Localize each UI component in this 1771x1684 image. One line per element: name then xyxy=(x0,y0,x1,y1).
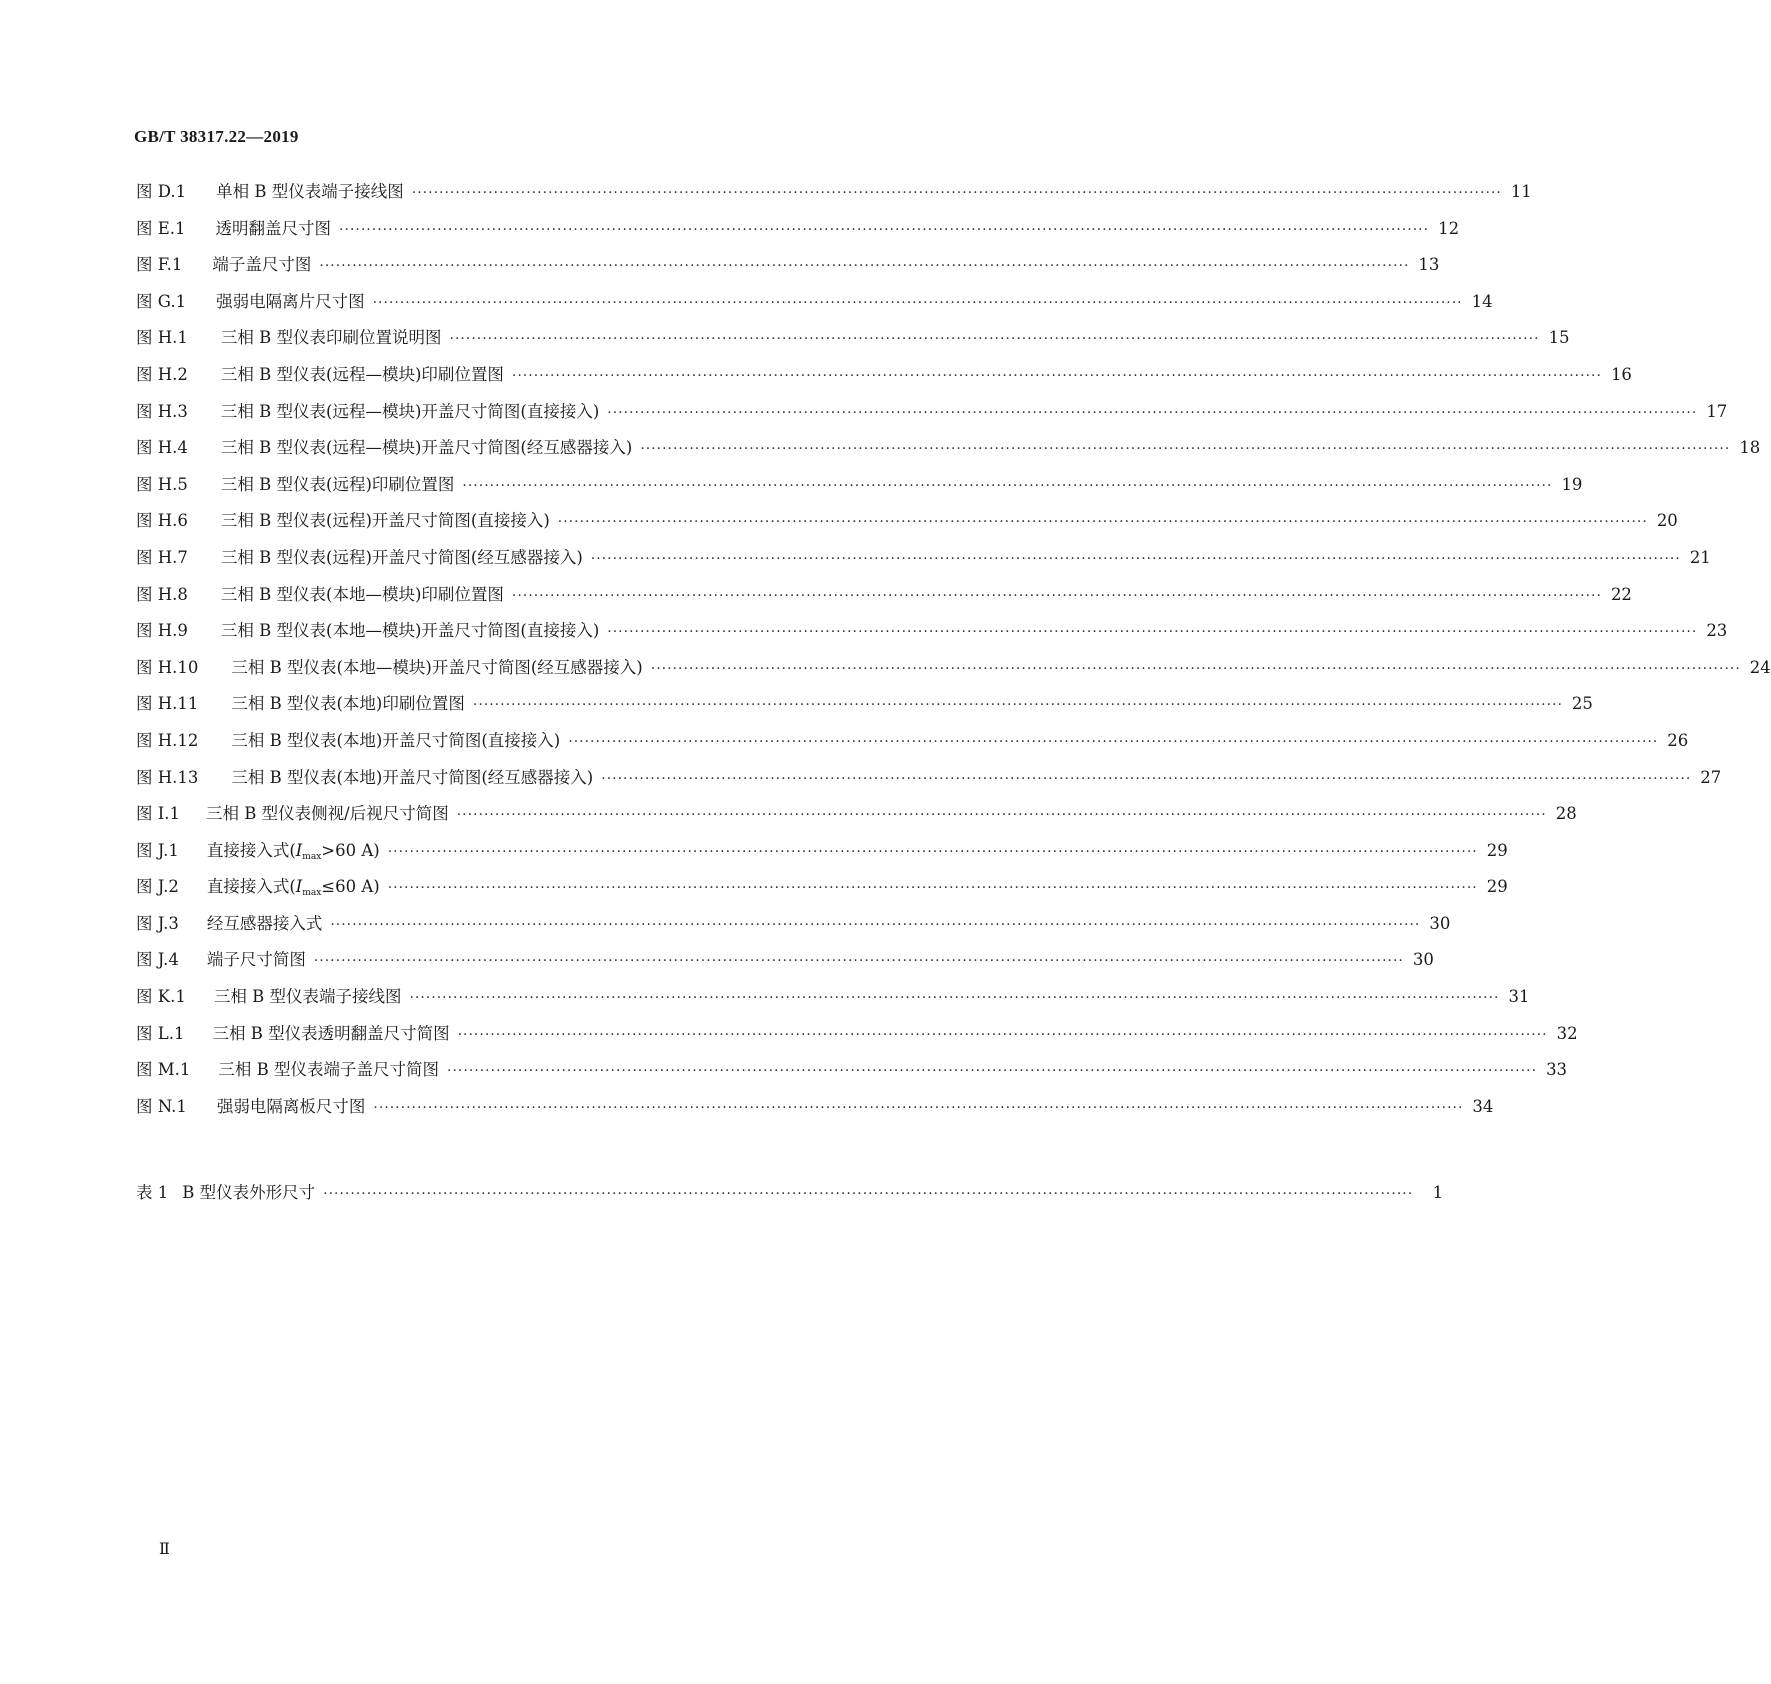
toc-entry-page: 11 xyxy=(1510,182,1532,201)
dot-leader: ········································································································································································································ xyxy=(601,770,1692,787)
toc-entry-title: 三相 B 型仪表(远程)印刷位置图 xyxy=(220,474,455,494)
toc-entry-page: 13 xyxy=(1418,255,1440,275)
dot-leader: ········································································································································································································ xyxy=(650,660,1741,677)
toc-entry-title-text: >60 A) xyxy=(321,840,380,860)
figure-list xyxy=(136,178,1771,1129)
toc-entry-page: 23 xyxy=(1706,621,1728,641)
toc-entry-title: 三相 B 型仪表侧视/后视尺寸简图 xyxy=(206,804,449,824)
toc-entry-page: 26 xyxy=(1667,730,1689,750)
toc-entry-page: 21 xyxy=(1689,547,1711,567)
toc-entry[interactable] xyxy=(136,544,1711,581)
toc-entry[interactable] xyxy=(136,727,1689,764)
toc-entry[interactable] xyxy=(136,324,1570,361)
toc-entry[interactable] xyxy=(136,507,1678,544)
toc-entry-page: 1 xyxy=(1432,1183,1444,1202)
dot-leader: ········································································································································································································ xyxy=(511,587,1602,604)
toc-entry-title: 三相 B 型仪表(本地)开盖尺寸简图(直接接入) xyxy=(231,730,561,750)
toc-entry-page: 19 xyxy=(1561,474,1583,494)
toc-entry-number: 图 H.3 xyxy=(136,401,188,421)
toc-entry-title: 单相 B 型仪表端子接线图 xyxy=(216,182,404,201)
toc-entry-title-text: 直接接入式( xyxy=(206,840,296,860)
toc-entry-number: 图 H.1 xyxy=(136,328,188,348)
toc-entry-title: 端子盖尺寸图 xyxy=(212,255,312,275)
toc-entry-title: B 型仪表外形尺寸 xyxy=(182,1183,316,1202)
dot-leader: ········································································································································································································ xyxy=(449,331,1540,348)
toc-entry-number: 图 K.1 xyxy=(136,987,186,1007)
dot-leader: ········································································································································································································ xyxy=(607,404,1698,421)
current-subscript: max xyxy=(302,851,322,862)
dot-leader: ········································································································································································································ xyxy=(339,221,1430,238)
toc-entry-number: 表 1 xyxy=(136,1183,169,1202)
toc-entry-number: 图 D.1 xyxy=(136,182,187,201)
dot-leader: ········································································································································································································ xyxy=(568,733,1659,750)
toc-entry[interactable] xyxy=(136,1179,1444,1216)
toc-entry-page: 30 xyxy=(1429,913,1451,933)
dot-leader: ········································································································································································································ xyxy=(387,880,1478,897)
toc-entry-number: 图 J.4 xyxy=(136,950,179,970)
dot-leader: ········································································································································································································ xyxy=(387,843,1478,860)
toc-entry-page: 30 xyxy=(1412,950,1434,970)
toc-entry-number: 图 G.1 xyxy=(136,291,187,311)
table-list xyxy=(136,1179,1444,1216)
toc-entry[interactable] xyxy=(136,837,1508,874)
toc-entry-title: 强弱电隔离板尺寸图 xyxy=(216,1096,366,1116)
toc-entry-page: 20 xyxy=(1656,511,1678,531)
toc-entry[interactable] xyxy=(136,910,1451,947)
dot-leader: ········································································································································································································ xyxy=(447,1063,1538,1080)
toc-entry-title: 三相 B 型仪表(远程)开盖尺寸简图(经互感器接入) xyxy=(220,547,583,567)
toc-entry-number: 图 H.8 xyxy=(136,584,188,604)
toc-entry-title: 三相 B 型仪表(本地—模块)印刷位置图 xyxy=(220,584,504,604)
toc-entry-page: 34 xyxy=(1472,1096,1494,1116)
toc-entry-page: 29 xyxy=(1486,877,1508,897)
toc-entry-number: 图 H.6 xyxy=(136,511,188,531)
toc-entry-number: 图 H.4 xyxy=(136,438,188,458)
toc-entry[interactable] xyxy=(136,1056,1568,1093)
toc-entry-number: 图 E.1 xyxy=(136,218,186,238)
dot-leader: ········································································································································································································ xyxy=(462,477,1553,494)
toc-entry-number: 图 J.2 xyxy=(136,877,179,897)
toc-entry[interactable] xyxy=(136,398,1728,435)
toc-entry-title: 强弱电隔离片尺寸图 xyxy=(216,291,365,311)
toc-entry-number: 图 J.1 xyxy=(136,840,179,860)
dot-leader: ········································································································································································································ xyxy=(456,807,1547,824)
toc-entry-title xyxy=(207,873,380,898)
toc-entry-number: 图 H.10 xyxy=(136,657,199,677)
toc-entry[interactable] xyxy=(136,617,1728,654)
toc-entry[interactable] xyxy=(136,215,1460,252)
dot-leader: ········································································································································································································ xyxy=(319,258,1410,275)
current-symbol: I xyxy=(295,877,303,897)
toc-entry-title: 三相 B 型仪表(本地)开盖尺寸简图(经互感器接入) xyxy=(231,767,594,787)
dot-leader: ········································································································································································································ xyxy=(313,953,1404,970)
current-symbol: I xyxy=(295,840,303,860)
toc-entry-title xyxy=(207,837,380,862)
toc-entry-title: 三相 B 型仪表(远程)开盖尺寸简图(直接接入) xyxy=(220,511,550,531)
toc-entry[interactable] xyxy=(136,764,1722,801)
toc-entry[interactable] xyxy=(136,873,1508,910)
dot-leader: ········································································································································································································ xyxy=(607,624,1698,641)
toc-entry-page: 27 xyxy=(1700,767,1722,787)
toc-entry-number: 图 I.1 xyxy=(136,804,181,824)
toc-entry-title: 三相 B 型仪表(本地)印刷位置图 xyxy=(231,694,465,714)
dot-leader: ········································································································································································································ xyxy=(590,550,1681,567)
dot-leader: ········································································································································································································ xyxy=(411,185,1502,201)
toc-entry-page: 22 xyxy=(1610,584,1632,604)
toc-entry-page: 12 xyxy=(1438,218,1460,238)
toc-entry-title-text: ≤60 A) xyxy=(321,877,380,897)
dot-leader: ········································································································································································································ xyxy=(409,990,1500,1007)
dot-leader: ········································································································································································································ xyxy=(323,1186,1414,1202)
toc-entry-page: 14 xyxy=(1471,291,1493,311)
dot-leader: ········································································································································································································ xyxy=(330,916,1421,933)
toc-entry-title: 三相 B 型仪表透明翻盖尺寸简图 xyxy=(212,1023,450,1043)
toc-entry[interactable] xyxy=(136,654,1771,691)
toc-entry-page: 18 xyxy=(1739,438,1761,458)
page-number: Ⅱ xyxy=(159,1541,170,1558)
toc-entry[interactable] xyxy=(136,178,1532,215)
toc-entry-title-text: 直接接入式( xyxy=(206,877,296,897)
toc-entry-title: 经互感器接入式 xyxy=(206,913,323,933)
toc-entry[interactable] xyxy=(136,946,1434,983)
document-code: GB/T 38317.22—2019 xyxy=(134,127,299,146)
current-subscript: max xyxy=(302,888,322,899)
toc-entry[interactable] xyxy=(136,983,1530,1020)
dot-leader: ········································································································································································································ xyxy=(511,367,1602,384)
toc-entry-title: 端子尺寸简图 xyxy=(206,950,306,970)
toc-entry[interactable] xyxy=(136,471,1583,508)
toc-entry-page: 16 xyxy=(1610,364,1632,384)
toc-entry-title: 三相 B 型仪表端子盖尺寸简图 xyxy=(218,1060,440,1080)
toc-entry-page: 15 xyxy=(1548,328,1570,348)
toc-entry-number: 图 H.2 xyxy=(136,364,188,384)
toc-entry-page: 17 xyxy=(1706,401,1728,421)
toc-entry-title: 三相 B 型仪表印刷位置说明图 xyxy=(220,328,442,348)
toc-entry-number: 图 H.9 xyxy=(136,621,188,641)
toc-entry-number: 图 H.13 xyxy=(136,767,199,787)
toc-entry-page: 33 xyxy=(1546,1060,1568,1080)
toc-entry-page: 31 xyxy=(1508,987,1530,1007)
toc-entry-page: 29 xyxy=(1486,840,1508,860)
toc-entry-title: 三相 B 型仪表(远程—模块)开盖尺寸简图(经互感器接入) xyxy=(220,438,633,458)
toc-entry[interactable] xyxy=(136,1093,1494,1130)
toc-entry-number: 图 H.5 xyxy=(136,474,188,494)
toc-entry-number: 图 H.12 xyxy=(136,730,199,750)
toc-entry[interactable] xyxy=(136,434,1761,471)
dot-leader: ········································································································································································································ xyxy=(372,294,1463,311)
toc-entry-page: 25 xyxy=(1571,694,1593,714)
dot-leader: ········································································································································································································ xyxy=(373,1099,1464,1116)
toc-entry-number: 图 H.7 xyxy=(136,547,188,567)
toc-entry[interactable] xyxy=(136,251,1440,288)
toc-entry-page: 32 xyxy=(1556,1023,1578,1043)
dot-leader: ········································································································································································································ xyxy=(640,441,1731,458)
toc-entry-number: 图 M.1 xyxy=(136,1060,191,1080)
toc-entry-title: 三相 B 型仪表(本地—模块)开盖尺寸简图(经互感器接入) xyxy=(231,657,643,677)
toc-entry-number: 图 N.1 xyxy=(136,1096,187,1116)
toc-entry-number: 图 F.1 xyxy=(136,255,183,275)
dot-leader: ········································································································································································································ xyxy=(472,697,1563,714)
toc-entry-title: 三相 B 型仪表(远程—模块)开盖尺寸简图(直接接入) xyxy=(220,401,600,421)
toc-entry-number: 图 J.3 xyxy=(136,913,179,933)
toc-entry-number: 图 L.1 xyxy=(136,1023,185,1043)
toc-entry[interactable] xyxy=(136,1020,1578,1057)
dot-leader: ········································································································································································································ xyxy=(457,1026,1548,1043)
toc-entry[interactable] xyxy=(136,800,1577,837)
toc-entry-page: 28 xyxy=(1555,804,1577,824)
toc-entry[interactable] xyxy=(136,288,1493,325)
toc-entry[interactable] xyxy=(136,690,1593,727)
toc-entry-title: 三相 B 型仪表(远程—模块)印刷位置图 xyxy=(220,364,504,384)
toc-entry-title: 透明翻盖尺寸图 xyxy=(215,218,332,238)
toc-entry-title: 三相 B 型仪表(本地—模块)开盖尺寸简图(直接接入) xyxy=(220,621,600,641)
dot-leader: ········································································································································································································ xyxy=(557,514,1648,531)
toc-entry[interactable] xyxy=(136,581,1632,618)
toc-entry-number: 图 H.11 xyxy=(136,694,199,714)
toc-entry-page: 24 xyxy=(1749,657,1771,677)
toc-entry-title: 三相 B 型仪表端子接线图 xyxy=(213,987,402,1007)
toc-entry[interactable] xyxy=(136,361,1632,398)
